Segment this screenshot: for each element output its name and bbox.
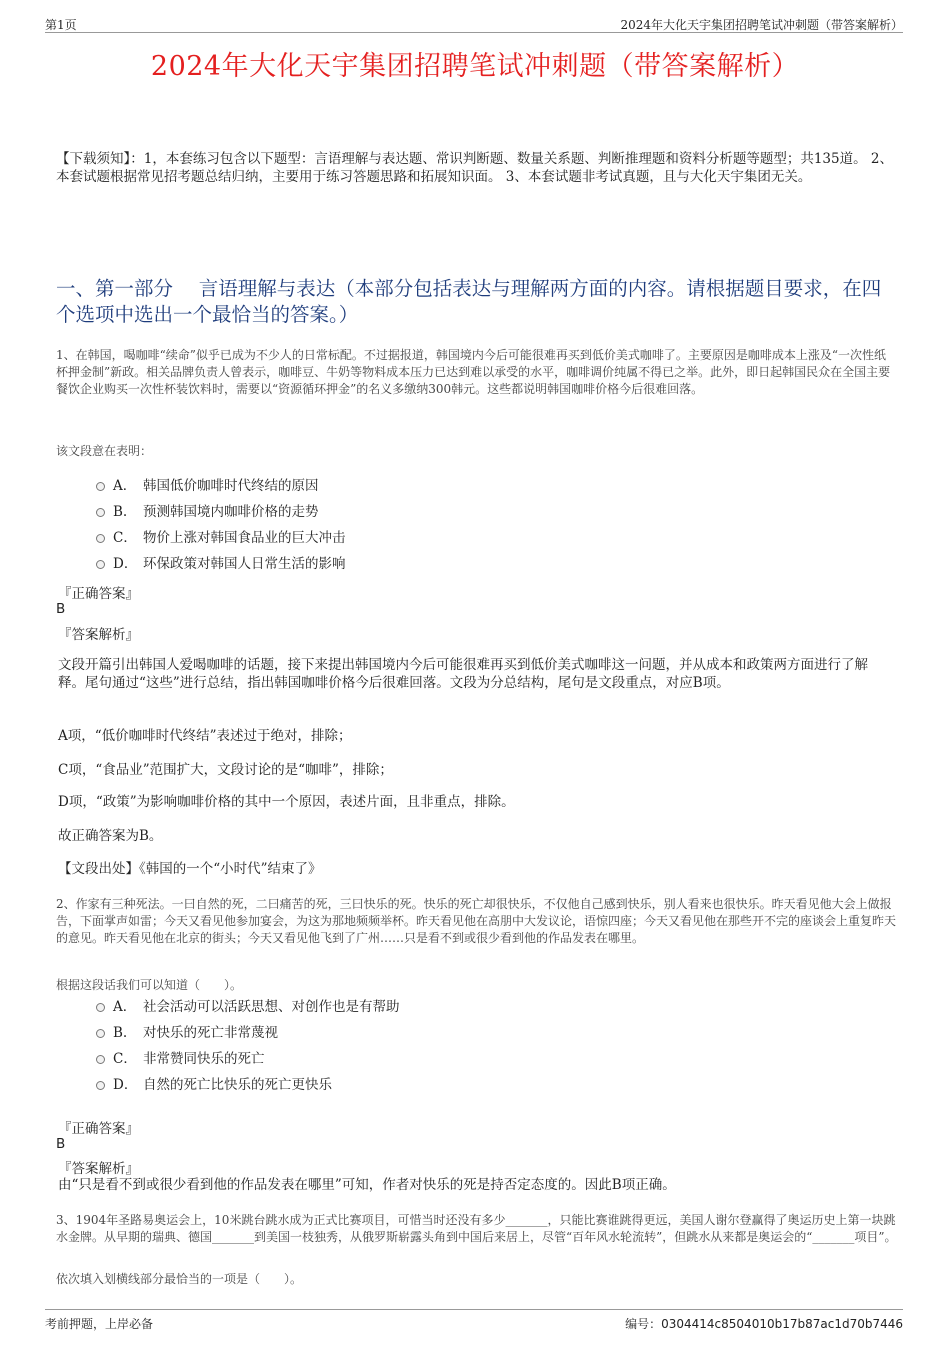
question-1-option-d[interactable] bbox=[96, 554, 346, 574]
option-letter: A． bbox=[113, 999, 137, 1015]
document-title: 2024年大化天宇集团招聘笔试冲刺题（带答案解析） bbox=[150, 51, 800, 82]
radio-icon[interactable] bbox=[96, 1081, 105, 1090]
question-2-option-b[interactable] bbox=[96, 1023, 278, 1043]
page-header bbox=[45, 14, 903, 33]
footer-code-value: 0304414c8504010b17b87ac1d70b7446 bbox=[661, 1317, 903, 1331]
option-letter: C． bbox=[113, 1051, 137, 1067]
radio-icon[interactable] bbox=[96, 482, 105, 491]
option-letter: D． bbox=[113, 1077, 138, 1093]
option-letter: D． bbox=[113, 556, 138, 572]
question-1-answer: B bbox=[56, 601, 66, 617]
radio-icon[interactable] bbox=[96, 534, 105, 543]
radio-icon[interactable] bbox=[96, 1029, 105, 1038]
header-doc-title: 2024年大化天宇集团招聘笔试冲刺题（带答案解析） bbox=[620, 18, 903, 32]
option-text: 非常赞同快乐的死亡 bbox=[143, 1051, 265, 1067]
question-2-option-a[interactable] bbox=[96, 997, 400, 1017]
analysis-label: 『答案解析』 bbox=[58, 1161, 139, 1177]
question-2-explanation: 由“只是看不到或很少看到他的作品发表在哪里”可知，作者对快乐的死是持否定态度的。因此B项正确。 bbox=[58, 1177, 676, 1193]
question-3-text: 3、1904年圣路易奥运会上，10米跳台跳水成为正式比赛项目，可惜当时还没有多少_______，只能比赛谁跳得更远，美国人谢尔登赢得了奥运历史上第一块跳水金牌。从早期的瑞典、德国_______到美国一枝独秀，从俄罗斯崭露头角到中国后来居上，尽管“百年风水轮流转”，但跳水从来都是奥运会的“_______项目”。 bbox=[56, 1213, 897, 1244]
question-3-prompt: 依次填入划横线部分最恰当的一项是（ ）。 bbox=[56, 1272, 303, 1286]
option-letter: B. bbox=[113, 1025, 128, 1041]
correct-answer-label: 『正确答案』 bbox=[58, 586, 139, 602]
option-letter: A． bbox=[113, 478, 137, 494]
question-1-option-b[interactable] bbox=[96, 502, 319, 522]
question-1-option-c[interactable] bbox=[96, 528, 346, 548]
question-1-option-a[interactable] bbox=[96, 476, 319, 496]
question-2-option-c[interactable] bbox=[96, 1049, 265, 1069]
question-1-prompt: 该文段意在表明： bbox=[56, 444, 153, 458]
option-letter: B. bbox=[113, 504, 128, 520]
page-footer bbox=[45, 1309, 903, 1330]
correct-answer-label: 『正确答案』 bbox=[58, 1121, 139, 1137]
radio-icon[interactable] bbox=[96, 1003, 105, 1012]
question-2-prompt: 根据这段话我们可以知道（ ）。 bbox=[56, 978, 243, 992]
radio-icon[interactable] bbox=[96, 508, 105, 517]
footer-code bbox=[625, 1315, 903, 1332]
question-1-explanation-d: D项，“政策”为影响咖啡价格的其中一个原因，表述片面，且非重点，排除。 bbox=[58, 794, 515, 810]
question-1-conclusion: 故正确答案为B。 bbox=[58, 828, 163, 844]
radio-icon[interactable] bbox=[96, 1055, 105, 1064]
question-1-source: 【文段出处】《韩国的一个“小时代”结束了》 bbox=[58, 861, 322, 877]
option-text: 社会活动可以活跃思想、对创作也是有帮助 bbox=[143, 999, 400, 1015]
option-text: 对快乐的死亡非常蔑视 bbox=[143, 1025, 278, 1041]
radio-icon[interactable] bbox=[96, 560, 105, 569]
question-2-text: 2、作家有三种死法。一曰自然的死，二曰痛苦的死，三曰快乐的死。快乐的死亡却很快乐，不仅他自己感到快乐，别人看来也很快乐。昨天看见他大会上做报告，下面掌声如雷；今天又看见他参加宴会，为这为那地频频举杯。昨天看见他在高朋中大发议论，语惊四座；今天又看见他在那些开不完的座谈会上重复昨天的意见。昨天看见他在北京的街头；今天又看见他飞到了广州……只是看不到或很少看到他的作品发表在哪里。 bbox=[56, 897, 897, 945]
footer-slogan: 考前押题，上岸必备 bbox=[45, 1317, 154, 1331]
option-text: 环保政策对韩国人日常生活的影响 bbox=[143, 556, 346, 572]
question-1-text: 1、在韩国，喝咖啡“续命”似乎已成为不少人的日常标配。不过据报道，韩国境内今后可能很难再买到低价美式咖啡了。主要原因是咖啡成本上涨及“一次性纸杯押金制”新政。相关品牌负责人曾表示，咖啡豆、牛奶等物料成本压力已达到难以承受的水平，咖啡调价纯属不得已之举。此外，即日起韩国民众在全国主要餐饮企业购买一次性杯装饮料时，需要以“资源循环押金”的名义多缴纳300韩元。这些都说明韩国咖啡价格今后很难回落。 bbox=[56, 348, 891, 396]
download-notice: 【下载须知】：1，本套练习包含以下题型：言语理解与表达题、常识判断题、数量关系题、判断推理题和资料分析题等题型；共135道。 2、本套试题根据常见招考题总结归纳，主要用于练习答题思路和拓展知识面。 3、本套试题非考试真题，且与大化天宇集团无关。 bbox=[56, 151, 893, 185]
option-text: 预测韩国境内咖啡价格的走势 bbox=[143, 504, 319, 520]
question-1-explanation-c: C项，“食品业”范围扩大，文段讨论的是“咖啡”，排除； bbox=[58, 762, 393, 778]
question-1-explanation: 文段开篇引出韩国人爱喝咖啡的话题，接下来提出韩国境内今后可能很难再买到低价美式咖啡这一问题，并从成本和政策两方面进行了解释。尾句通过“这些”进行总结，指出韩国咖啡价格今后很难回落。文段为分总结构，尾句是文段重点，对应B项。 bbox=[58, 657, 868, 691]
question-1-explanation-a: A项，“低价咖啡时代终结”表述过于绝对，排除； bbox=[58, 728, 352, 744]
question-2-answer: B bbox=[56, 1136, 66, 1152]
option-text: 韩国低价咖啡时代终结的原因 bbox=[143, 478, 319, 494]
page-number: 第1页 bbox=[45, 18, 77, 32]
analysis-label: 『答案解析』 bbox=[58, 627, 139, 643]
option-text: 物价上涨对韩国食品业的巨大冲击 bbox=[143, 530, 346, 546]
question-2-option-d[interactable] bbox=[96, 1075, 332, 1095]
option-text: 自然的死亡比快乐的死亡更快乐 bbox=[143, 1077, 332, 1093]
section-heading: 一、第一部分 言语理解与表达（本部分包括表达与理解两方面的内容。请根据题目要求，在四个选项中选出一个最恰当的答案。） bbox=[56, 277, 882, 326]
footer-code-label: 编号： bbox=[625, 1317, 662, 1331]
option-letter: C． bbox=[113, 530, 137, 546]
